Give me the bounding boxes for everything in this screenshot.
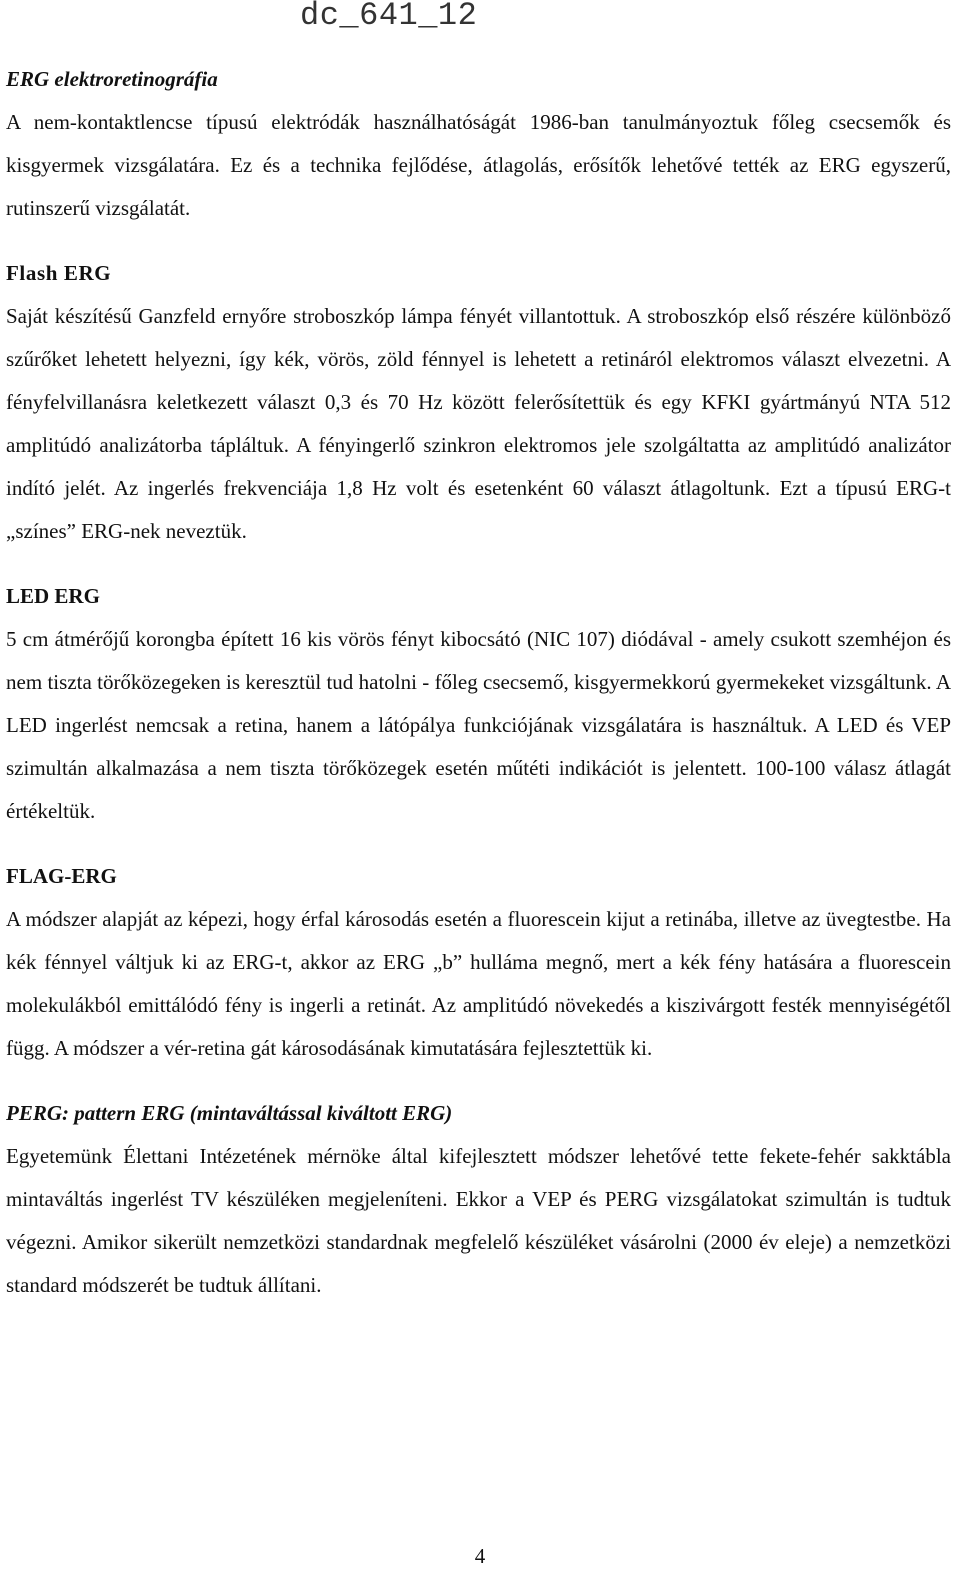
section-gap: [6, 833, 951, 855]
section-heading-flag-erg: FLAG-ERG: [6, 864, 117, 888]
section-text-flash-erg: Saját készítésű Ganzfeld ernyőre stroboszkóp lámpa fényét villantottuk. A stroboszkóp első részére különböző szűrőket lehetett helyezni, így kék, vörös, zöld fénnyel is lehetett a retináról elektromos választ elvezetni. A fényfelvillanásra keletkezett választ 0,3 és 70 Hz között felerősítettük és egy KFKI gyártmányú NTA 512 amplitúdó analizátorba tápláltuk. A fényingerlő szinkron elektromos jele szolgáltatta az amplitúdó analizátor indító jelét. Az ingerlés frekvenciája 1,8 Hz volt és esetenként 60 választ átlagoltunk. Ezt a típusú ERG-t „színes” ERG-nek neveztük.: [6, 304, 951, 543]
document-id: dc_641_12: [300, 0, 478, 34]
section-text-erg: A nem-kontaktlencse típusú elektródák használhatóságát 1986-ban tanulmányoztuk főleg csecsemők és kisgyermek vizsgálatára. Ez és a technika fejlődése, átlagolás, erősítők lehetővé tették az ERG egyszerű, rutinszerű vizsgálatát.: [6, 110, 951, 220]
section-heading-perg: PERG: pattern ERG (mintaváltással kiváltott ERG): [6, 1101, 453, 1125]
section-text-led-erg: 5 cm átmérőjű korongba épített 16 kis vörös fényt kibocsátó (NIC 107) diódával - amely csukott szemhéjon és nem tiszta törőközegeken is keresztül tud hatolni - főleg csecsemő, kisgyermekkorú gyermekeket vizsgáltunk. A LED ingerlést nemcsak a retina, hanem a látópálya funkciójának vizsgálatára is használtuk. A LED és VEP szimultán alkalmazása a nem tiszta törőközegek esetén műtéti indikációt is jelentett. 100-100 válasz átlagát értékeltük.: [6, 627, 951, 823]
section-heading-flash-erg: Flash ERG: [6, 261, 112, 285]
page-number: 4: [474, 1544, 486, 1568]
section-text-flag-erg: A módszer alapját az képezi, hogy érfal károsodás esetén a fluorescein kijut a retinába, illetve az üvegtestbe. Ha kék fénnyel váltjuk ki az ERG-t, akkor az ERG „b” hulláma megnő, mert a kék fény hatására a fluorescein molekulákból emittálódó fény is ingerli a retinát. Az amplitúdó növekedés a kiszivárgott festék mennyiségétől függ. A módszer a vér-retina gát károsodásának kimutatására fejlesztettük ki.: [6, 907, 951, 1060]
section-text-perg: Egyetemünk Élettani Intézetének mérnöke által kifejlesztett módszer lehetővé tette fekete-fehér sakktábla mintaváltás ingerlést TV készüléken megjeleníteni. Ekkor a VEP és PERG vizsgálatokat szimultán is tudtuk végezni. Amikor sikerült nemzetközi standardnak megfelelő készüléket vásárolni (2000 év eleje) a nemzetközi standard módszerét be tudtuk állítani.: [6, 1144, 951, 1297]
document-body: [6, 58, 951, 1307]
section-gap: [6, 1070, 951, 1092]
section-gap: [6, 553, 951, 575]
section-heading-led-erg: LED ERG: [6, 584, 100, 608]
section-gap: [6, 230, 951, 252]
section-heading-erg: ERG elektroretinográfia: [6, 67, 218, 91]
